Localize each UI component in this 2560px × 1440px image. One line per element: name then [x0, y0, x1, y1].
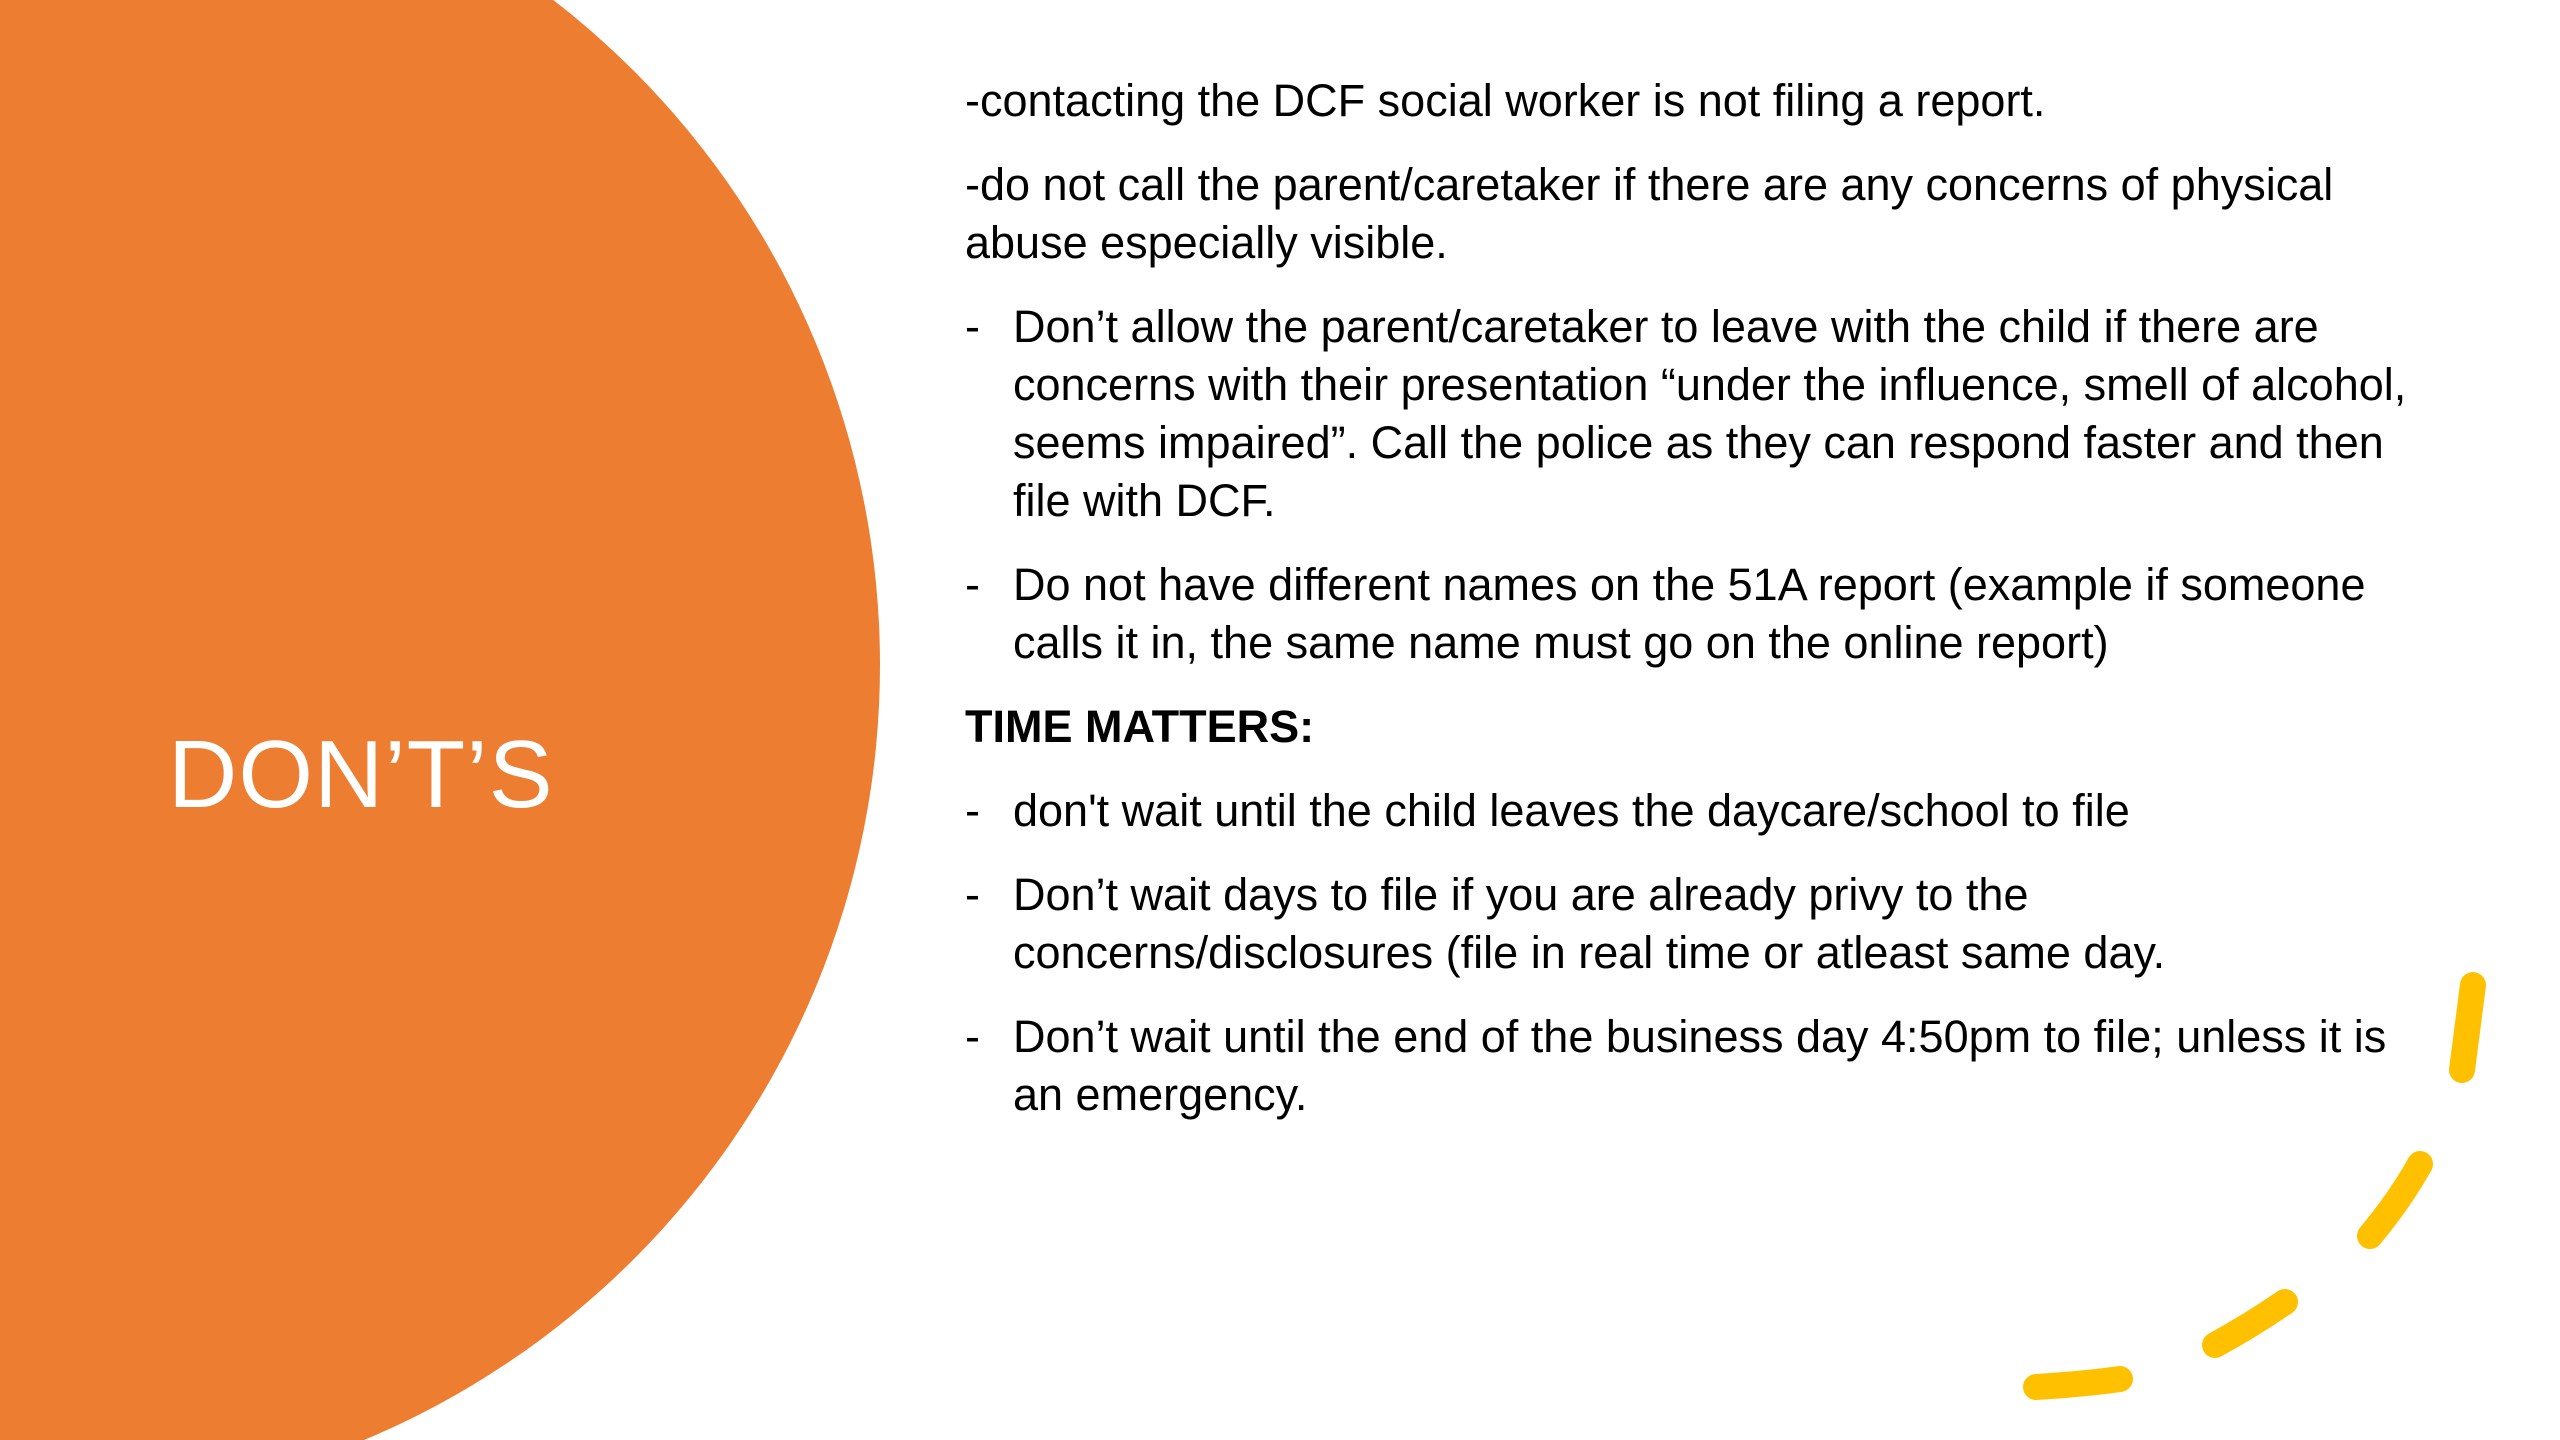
- bullet-text: Do not have different names on the 51A report (example if someone calls it in, the same name must go on the online report): [1013, 559, 2366, 668]
- dash-segment: [2036, 1379, 2120, 1387]
- bullet-dash: -: [965, 785, 980, 836]
- dash-segment: [2215, 1302, 2285, 1345]
- body-paragraph-physical-abuse: -do not call the parent/caretaker if there are any concerns of physical abuse especially visible.: [965, 159, 2334, 268]
- bullet-dash: -: [965, 559, 980, 610]
- bullet-text: don't wait until the child leaves the daycare/school to file: [1013, 785, 2130, 836]
- dash-segment: [2462, 985, 2473, 1070]
- dash-segment: [2370, 1164, 2420, 1236]
- bullet-dash: -: [965, 1011, 980, 1062]
- bullet-dash: -: [965, 869, 980, 920]
- body-paragraph-dcf-contact: -contacting the DCF social worker is not filing a report.: [965, 75, 2046, 126]
- time-matters-heading: TIME MATTERS:: [965, 701, 1315, 752]
- bullet-dash: -: [965, 301, 980, 352]
- slide-title: DON’T’S: [168, 721, 554, 828]
- bullet-text: Don’t allow the parent/caretaker to leave with the child if there are concerns with their presentation “under the influence, smell of alcohol, seems impaired”. Call the police as they can respond faster and then file with DCF.: [1013, 301, 2407, 526]
- bullet-text: Don’t wait days to file if you are already privy to the concerns/disclosures (file in real time or atleast same day.: [1013, 869, 2166, 978]
- bullet-text: Don’t wait until the end of the business day 4:50pm to file; unless it is an emergency.: [1013, 1011, 2387, 1120]
